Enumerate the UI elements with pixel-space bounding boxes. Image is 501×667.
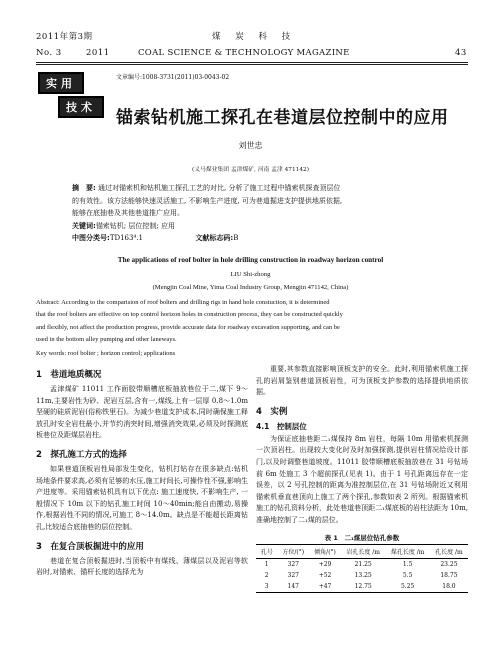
left-column bbox=[36, 366, 248, 579]
table-cell: 1.5 bbox=[402, 560, 413, 568]
data-table bbox=[256, 544, 468, 593]
table-cell: 18.0 bbox=[442, 582, 456, 590]
header-issue: 2011年第3期 bbox=[36, 32, 93, 42]
table-row bbox=[256, 570, 468, 581]
section-tag-technology: 技术 bbox=[58, 96, 104, 118]
affiliation: (义马煤业集团 孟津煤矿, 河南 孟津 471142) bbox=[191, 167, 310, 173]
clc-label: 中图分类号: bbox=[72, 234, 110, 242]
clc: TD163⁴.1 bbox=[109, 234, 143, 242]
paragraph: 为保证底抽巷距二₁煤保持 8m 岩柱，每隔 10m 用锚索机探测一次顶岩柱。出现较大变化时及时加强探测,提供岩柱情况给设计部门,以及时调整巷道坡度。11011 胶带顺槽底板抽放巷在 31 号钻场前 6m 处施工 3 个超前探孔(见表 1)。由于 1 号孔距离远存在一定误差，以 2 号孔控制的距离为准控制层位,在 31 号钻场附近又利用锚索机垂直巷顶向上施工了两个探孔,参数如表 2 所列。根据锚索机施工的钻孔资料分析，此处巷道巷顶距二₁煤底板的岩柱法距为 10m,准确地控制了二₁煤的层位。 bbox=[256, 434, 468, 524]
table-header: 孔长度 /m bbox=[435, 548, 463, 556]
paragraph: 重要,其参数直接影响顶板支护的安全。此时,利用锚索机施工探孔的岩屑鉴别巷道顶板岩性，可为顶板支护参数的选择提供地质依据。 bbox=[256, 365, 468, 397]
table-cell: 327 bbox=[287, 571, 299, 579]
abstract-line: 的有效性。该方法能够快速灵活施工, 不影响生产进度, 可为巷道掘进支护提供地质依据, bbox=[72, 196, 343, 205]
table-cell: 1 bbox=[264, 560, 269, 568]
table-cell: 13.25 bbox=[354, 571, 372, 579]
table-cell: 5.5 bbox=[402, 571, 413, 579]
en-abstract-line: that the roof bolters are effective on top control horizon holes in construction process, they can be constructed quickly bbox=[36, 311, 343, 319]
paragraph: 如果巷道顶板岩性局部发生变化，钻机打钻存在很多缺点:钻机场地条件要求高,必须有足够的水压,施工时间长,可操作性不强,影响生产进度等。采用锚索钻机具有以下优点: 施工速度快, 不影响生产, 一般情况下 10m 以下的钻孔施工时间 10～40min;能自由搬动,易操作,根据岩性不同的情况,可施工 8～14.0m。缺点是不能超长距离钻孔,比较适合底抽巷的层位控制。 bbox=[36, 464, 248, 531]
table-cell: +47 bbox=[318, 582, 332, 590]
table-cell: +52 bbox=[318, 571, 332, 579]
table-header: 方位/(°) bbox=[282, 548, 305, 556]
table-header: 岩孔长度 /m bbox=[346, 548, 380, 556]
table-row bbox=[256, 581, 468, 593]
abstract-label: 摘 要: bbox=[72, 184, 96, 192]
table-cell: 21.25 bbox=[354, 560, 372, 568]
table-header: 煤孔长度 /m bbox=[390, 548, 425, 556]
abstract-line: 通过对锚索机和钻机施工探孔工艺的对比, 分析了施工过程中锚索机探查顶层位 bbox=[98, 184, 341, 192]
table-cell: 23.25 bbox=[440, 560, 458, 568]
abstract-line: 能够在底抽巷及其他巷道推广应用。 bbox=[72, 209, 184, 217]
en-abstract-line: Abstract: According to the comparision of roof bolters and drilling rigs in hand hole constuction, it is determined bbox=[36, 299, 330, 306]
paragraph: 巷道在复合顶板掘进时,当顶板中有煤线、薄煤层以及泥岩等软岩时,对锚索、锚杆长度的选择尤为 bbox=[36, 556, 248, 577]
doc-code: B bbox=[233, 234, 239, 242]
section-heading: 1 巷道地质概况 bbox=[36, 370, 102, 380]
header-rule-2 bbox=[36, 64, 468, 65]
table-cell: +29 bbox=[318, 560, 332, 568]
subsection-heading: 4.1 控制层位 bbox=[256, 421, 307, 431]
right-column bbox=[256, 364, 468, 593]
table-cell: 5.25 bbox=[400, 582, 415, 590]
en-abstract-line: used in the bottom alley pumping and other laneways. bbox=[36, 336, 177, 344]
table-cell: 327 bbox=[287, 560, 299, 568]
section-heading: 2 探孔施工方式的选择 bbox=[36, 449, 127, 460]
table-header: 孔号 bbox=[260, 548, 273, 556]
table-caption: 表 1 二₁煤层位钻孔参数 bbox=[324, 533, 400, 542]
paragraph: 孟津煤矿 11011 工作面胶带顺槽底板抽放巷位于二,煤下 9～11m,主要岩性为砂、泥岩互层,含有一,煤线,上有一层厚 0.8～1.0m 坚硬的硅质泥岩(俗称铁里石)。为减少巷道支护成本,同时确保施工释放孔时安全岩柱最小,并节约消突时间,增强消突效果,必须及时探测底板巷位及距煤层岩柱。 bbox=[36, 385, 248, 440]
en-abstract bbox=[36, 297, 468, 360]
table-header-row bbox=[256, 544, 468, 558]
table-cell: 3 bbox=[264, 582, 269, 590]
en-affiliation: (Mengjin Coal Mine, Yima Coal Industry Group, Mengjin 471142, China) bbox=[152, 284, 349, 291]
article-id: 文章编号:1008-3731(2011)03-0043-02 bbox=[116, 74, 230, 81]
section-heading: 4 实例 bbox=[256, 406, 288, 417]
keywords: 锚索钻机; 层位控制; 应用 bbox=[95, 221, 175, 230]
section-tag-practical: 实用 bbox=[38, 72, 84, 94]
article-title: 锚索钻机施工探孔在巷道层位控制中的应用 bbox=[116, 108, 449, 128]
header-journal-cn: 煤 炭 科 技 bbox=[212, 32, 297, 42]
table-cell: 18.75 bbox=[440, 571, 458, 579]
table-cell: 147 bbox=[287, 582, 299, 590]
en-keywords: Key words: roof bolter ; horizon control; applications bbox=[36, 349, 176, 357]
header-no: No. 3 bbox=[36, 48, 62, 58]
table-header: 倾角/(°) bbox=[314, 548, 336, 556]
table-row bbox=[256, 558, 468, 570]
en-abstract-line: and flexibly, not affect the production progress, provide accurate data for roadway excavation supporting, and can be bbox=[36, 323, 340, 331]
doc-code-label: 文献标志码: bbox=[195, 234, 234, 242]
header-journal-en: COAL SCIENCE & TECHNOLOGY MAGAZINE bbox=[138, 48, 350, 58]
en-title: The applications of roof bolter in hole drilling construction in roadway horizon control bbox=[117, 256, 384, 264]
table-cell: 12.75 bbox=[354, 582, 372, 590]
abstract-cn bbox=[72, 182, 452, 245]
en-author: LIU Shi-zhong bbox=[230, 271, 271, 278]
author: 刘世忠 bbox=[238, 141, 263, 150]
table-cell: 2 bbox=[264, 571, 269, 579]
header-rule bbox=[36, 62, 468, 63]
page-number: 43 bbox=[455, 48, 467, 58]
keywords-label: 关键词: bbox=[72, 221, 96, 230]
section-heading: 3 在复合顶板掘进中的应用 bbox=[36, 541, 144, 552]
header-year: 2011 bbox=[86, 48, 110, 58]
